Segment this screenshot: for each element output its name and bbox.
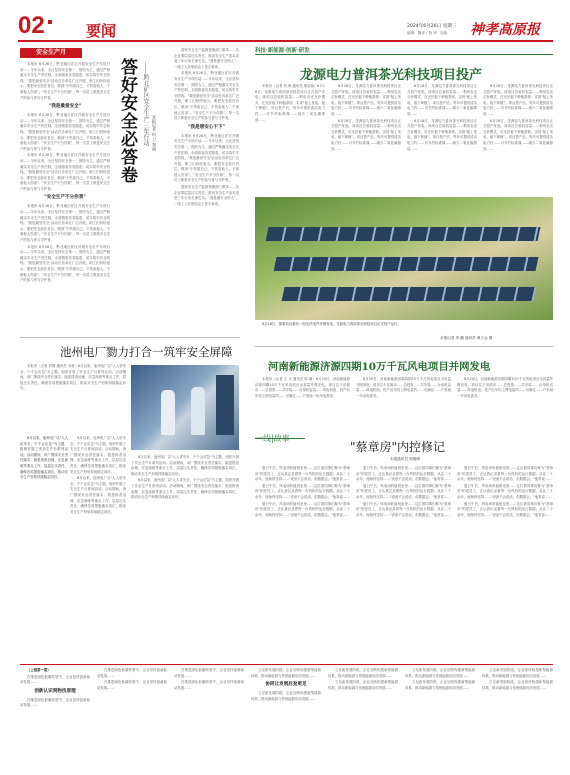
story1-subhead-1: "我是最爱安全" — [48, 104, 82, 110]
photo-worker-figure-2 — [191, 387, 205, 435]
story4-body-d: 夏日午后，风电场的值班室里……这位被同事们称为"蔡章房"的老员工，正认真记录着每一台风机的运行数据。从业二十余年，他始终坚持……"设备不会说话，但数据会。"他常说…… — [356, 466, 451, 482]
photo-solar-panel-row-1 — [266, 227, 541, 241]
story1-body-repeat-c: 本报讯 6月26日，黔北地区矿区开展安全生产专项行动……今年以来，全区坚持安全第一、预防为主，通过严格落实安全生产责任制，全面排查各类隐患，切实筑牢安全防线。"我是最爱安全"活动在各单位广泛开展，职工们纷纷表示，要把安全放在首位，做到"不伤害自己、不伤害他人、不被他人伤害"。"安全生产不分你我"，每一名员工都是安全生产的参与者与守护者。 — [20, 204, 110, 243]
bottom-body-h: 立足新发展阶段，企业加快构建新型能源体系，推动新能源与传统能源协同发展…… — [251, 691, 321, 701]
story3-divider — [255, 346, 553, 347]
story1-right-body-d: 国家安全生产监督管理部门要求……各企业要层层压实责任，推动安全生产治本攻坚三年行动走深走实。"我是最安全的人"，一线工人在班前会上签字承诺。 — [174, 185, 239, 206]
story2-body-col2 — [70, 436, 126, 560]
bottom-subhead-1: 创新认识到物技原理 — [34, 688, 76, 694]
bottom-col1 — [20, 668, 90, 768]
longyuan-col4 — [483, 84, 553, 194]
story2-photo — [131, 365, 239, 450]
bottom-body-i: 立足新发展阶段，企业加快构建新型能源体系，推动新能源与传统能源协同发展…… — [328, 668, 398, 678]
bottom-col7 — [482, 668, 553, 768]
bottom-body-d: 在推进绿色低碳转型中，企业坚持创新驱动发展…… — [97, 680, 167, 690]
story2-body-c: 6月以来，池州电厂以"人人讲安全、个个会应急"为主题，组织开展了安全生产月系列活动。活动期间，该厂围绕安全责任落实、隐患排查治理、应急演练等重点工作，层层压实责任，确保各项措施落实到位，推动安全生产形势持续稳定向好。 — [70, 476, 126, 514]
longyuan-body-g: 6月18日，龙源电力普洱茶光科技项目正式投产发电。该项目总装机容量……利用农光互补模式，在光伏板下种植茶树，实现"板上发电、板下种植"。项目投产后，每年可提供清洁电力约……可节约标准煤……减少二氧化碳排放…… — [483, 118, 553, 151]
bottom-body-b: 在推进绿色低碳转型中，企业坚持创新驱动发展…… — [20, 697, 90, 708]
story2-byline-body: 本报讯（记者 刘静 通讯员 吴莉）6月以来，池州电厂以"人人讲安全、个个会应急"为主题，组织开展了安全生产月系列活动。活动期间，该厂围绕安全责任落实、隐患排查治理、应急演练等重点工作，层层压实责任，确保各项措施落实到位，推动安全生产形势持续稳定向好。 — [20, 364, 126, 391]
paper-name-logo: 神孝高原报 — [470, 22, 540, 38]
longyuan-photo-credit: 本报记者 李 鹏 通讯员 黄少金 摄 — [440, 336, 493, 340]
story2-body-col1 — [20, 364, 126, 434]
story1-byline: 本报记者 何 卫 郑丽 — [152, 115, 157, 151]
longyuan-body-c: 6月18日，龙源电力普洱茶光科技项目正式投产发电。该项目总装机容量……利用农光互补模式，在光伏板下种植茶树，实现"板上发电、板下种植"。项目投产后，每年可提供清洁电力约……可节约标准煤……减少二氧化碳排放…… — [331, 118, 401, 151]
longyuan-body-b: 6月18日，龙源电力普洱茶光科技项目正式投产发电。该项目总装机容量……利用农光互补模式，在光伏板下种植茶树，实现"板上发电、板下种植"。项目投产后，每年可提供清洁电力约……可节约标准煤……减少二氧化碳排放…… — [331, 84, 401, 116]
story4-body-b: 夏日午后，风电场的值班室里……这位被同事们称为"蔡章房"的老员工，正认真记录着每一台风机的运行数据。从业二十余年，他始终坚持……"设备不会说话，但数据会。"他常说…… — [255, 483, 350, 499]
longyuan-body-a: 本报讯（记者 刘 海 通讯员 秦蓓蓓）6月18日，龙源电力普洱茶光科技项目正式投产发电。该项目总装机容量……利用农光互补模式，在光伏板下种植茶树，实现"板上发电、板下种植"。项目投产后，每年可提供清洁电力约……可节约标准煤……减少二氧化碳排放…… — [255, 84, 325, 122]
bottom-body-e: 在推进绿色低碳转型中，企业坚持创新驱动发展…… — [174, 668, 244, 678]
bottom-col3 — [174, 668, 244, 768]
longyuan-col2 — [331, 84, 401, 194]
story1-body: 本报讯 6月26日，黔北地区矿区开展安全生产专项行动……今年以来，全区坚持安全第一、预防为主，通过严格落实安全生产责任制，全面排查各类隐患，切实筑牢安全防线。"我是最爱安全"活动在各单位广泛开展，职工们纷纷表示，要把安全放在首位，做到"不伤害自己、不伤害他人、不被他人伤害"。"安全生产不分你我"，每一名员工都是安全生产的参与者与守护者。 — [20, 62, 110, 100]
bottom-body-k: 立足新发展阶段，企业加快构建新型能源体系，推动新能源与传统能源协同发展…… — [405, 668, 475, 678]
story4-col1 — [255, 466, 350, 661]
bottom-body-c: 在推进绿色低碳转型中，企业坚持创新驱动发展…… — [97, 668, 167, 678]
bottom-body-j: 立足新发展阶段，企业加快构建新型能源体系，推动新能源与传统能源协同发展…… — [328, 680, 398, 690]
masthead-editors: 编辑：魏虎 / 校 审 · 组版 — [407, 31, 448, 35]
story1-headline: 答好安全必答卷 — [117, 58, 137, 184]
story2-body-b: 6月以来，池州电厂以"人人讲安全、个个会应急"为主题，组织开展了安全生产月系列活动。活动期间，该厂围绕安全责任落实、隐患排查治理、应急演练等重点工作，层层压实责任，确保各项措施落实到位，推动安全生产形势持续稳定向好。 — [70, 436, 126, 474]
story4-body-a: 夏日午后，风电场的值班室里……这位被同事们称为"蔡章房"的老员工，正认真记录着每一台风机的运行数据。从业二十余年，他始终坚持……"设备不会说话，但数据会。"他常说…… — [255, 466, 350, 482]
story-longyuan-headline: 龙源电力普洱茶光科技项目投产 — [300, 68, 483, 83]
story1-body-repeat-a: 本报讯 6月26日，黔北地区矿区开展安全生产专项行动……今年以来，全区坚持安全第一、预防为主，通过严格落实安全生产责任制，全面排查各类隐患，切实筑牢安全防线。"我是最爱安全"活动在各单位广泛开展，职工们纷纷表示，要把安全放在首位，做到"不伤害自己、不伤害他人、不被他人伤害"。"安全生产不分你我"，每一名员工都是安全生产的参与者与守护者。 — [20, 113, 110, 151]
story3-col3 — [457, 377, 553, 437]
story1-right-subhead: "我是想安心干下" — [188, 124, 225, 130]
story3-body-c: 6月20日，河南新能源济源四期10万千瓦风电项目全容量并网发电。项目位于济源市……总投资……共安装……台单机容量……风电机组，投产后年均上网电量约……可满足……户家庭一年用电需求。 — [457, 377, 553, 398]
photo-solar-panel-row-2 — [274, 257, 539, 271]
longyuan-photo-caption — [255, 322, 553, 340]
right-section-bar — [255, 46, 553, 54]
story1-subhead-2: "安全生产不分你我" — [44, 195, 86, 201]
story3-col2 — [356, 377, 451, 437]
bottom-divider — [20, 664, 553, 665]
bottom-subhead-2: 协同让发展后劲更足 — [265, 682, 307, 688]
bottom-col2 — [97, 668, 167, 768]
story2-caption: 6月以来，池州电厂以"人人讲安全、个个会应急"为主题，组织开展了安全生产月系列活动。活动期间，该厂围绕安全责任落实、隐患排查治理、应急演练等重点工作，层层压实责任，确保各项措施落实到位，推动安全生产形势持续稳定向好。 — [20, 436, 68, 480]
story1-right-body: 国家安全生产监督管理部门要求……各企业要层层压实责任，推动安全生产治本攻坚三年行动走深走实。"我是最安全的人"，一线工人在班前会上签字承诺。 — [174, 48, 239, 69]
story4-body-f: 夏日午后，风电场的值班室里……这位被同事们称为"蔡章房"的老员工，正认真记录着每一台风机的运行数据。从业二十余年，他始终坚持……"设备不会说话，但数据会。"他常说…… — [356, 501, 451, 517]
longyuan-body-d: 6月18日，龙源电力普洱茶光科技项目正式投产发电。该项目总装机容量……利用农光互补模式，在光伏板下种植茶树，实现"板上发电、板下种植"。项目投产后，每年可提供清洁电力约……可节约标准煤……减少二氧化碳排放…… — [407, 84, 477, 116]
masthead — [0, 0, 570, 46]
story1-body-repeat-d: 本报讯 6月26日，黔北地区矿区开展安全生产专项行动……今年以来，全区坚持安全第一、预防为主，通过严格落实安全生产责任制，全面排查各类隐患，切实筑牢安全防线。"我是最爱安全"活动在各单位广泛开展，职工们纷纷表示，要把安全放在首位，做到"不伤害自己、不伤害他人、不被他人伤害"。"安全生产不分你我"，每一名员工都是安全生产的参与者与守护者。 — [20, 244, 110, 283]
section-title: 要闻 — [86, 22, 117, 40]
story4-body-g: 夏日午后，风电场的值班室里……这位被同事们称为"蔡章房"的老员工，正认真记录着每一台风机的运行数据。从业二十余年，他始终坚持……"设备不会说话，但数据会。"他常说…… — [457, 466, 553, 482]
bottom-col4 — [251, 668, 321, 768]
story1-body-repeat-b: 本报讯 6月26日，黔北地区矿区开展安全生产专项行动……今年以来，全区坚持安全第一、预防为主，通过严格落实安全生产责任制，全面排查各类隐患，切实筑牢安全防线。"我是最爱安全"活动在各单位广泛开展，职工们纷纷表示，要把安全放在首位，做到"不伤害自己、不伤害他人、不被他人伤害"。"安全生产不分你我"，每一名员工都是安全生产的参与者与守护者。 — [20, 153, 110, 191]
safety-month-tag — [20, 48, 82, 58]
longyuan-body-e: 6月18日，龙源电力普洱茶光科技项目正式投产发电。该项目总装机容量……利用农光互补模式，在光伏板下种植茶树，实现"板上发电、板下种植"。项目投产后，每年可提供清洁电力约……可节约标准煤……减少二氧化碳排放…… — [407, 118, 477, 151]
bottom-body-l: 立足新发展阶段，企业加快构建新型能源体系，推动新能源与传统能源协同发展…… — [405, 680, 475, 690]
bottom-body-m: 立足新发展阶段，企业加快构建新型能源体系，推动新能源与传统能源协同发展…… — [482, 668, 553, 678]
masthead-rule — [18, 40, 553, 42]
story4-byline: 本报通讯员 郑明栩 — [390, 457, 420, 461]
page-number-square — [48, 20, 52, 24]
story4-column-label: 一线|故事 — [255, 434, 290, 443]
story4-col3 — [457, 466, 553, 661]
bottom-body-g: 立足新发展阶段，企业加快构建新型能源体系，推动新能源与传统能源协同发展…… — [251, 668, 321, 678]
longyuan-col1 — [255, 84, 325, 194]
story3-body-a: 本报讯（记者 王 平 通讯员 陈 珊）6月20日，河南新能源济源四期10万千瓦风电项目全容量并网发电。项目位于济源市……总投资……共安装……台单机容量……风电机组，投产后年均上网电量约……可满足……户家庭一年用电需求。 — [255, 377, 350, 398]
story4-headline: "蔡章房"内控修记 — [350, 440, 446, 454]
page-number: 02 — [18, 12, 45, 39]
right-section-tab: 科技·新能源·创新·研发 — [255, 48, 310, 54]
story1-col1 — [20, 62, 110, 334]
bottom-col6 — [405, 668, 475, 768]
bottom-col5 — [328, 668, 398, 768]
longyuan-col3 — [407, 84, 477, 194]
story2-headline: 池州电厂勠力打合一筑牢安全屏障 — [60, 345, 233, 359]
photo-worker-figure-1 — [161, 390, 175, 435]
story1-right-body-c: 本报讯 6月26日，黔北地区矿区开展安全生产专项行动……今年以来，全区坚持安全第一、预防为主，通过严格落实安全生产责任制，全面排查各类隐患，切实筑牢安全防线。"我是最爱安全"活动在各单位广泛开展，职工们纷纷表示，要把安全放在首位，做到"不伤害自己、不伤害他人、不被他人伤害"。"安全生产不分你我"，每一名员工都是安全生产的参与者与守护者。 — [174, 133, 239, 183]
story1-kicker: ——黔北矿区安全生产三年行动 — [142, 62, 149, 146]
story4-body-i: 夏日午后，风电场的值班室里……这位被同事们称为"蔡章房"的老员工，正认真记录着每一台风机的运行数据。从业二十余年，他始终坚持……"设备不会说话，但数据会。"他常说…… — [457, 501, 553, 517]
masthead-date: 2024年6月26日 星期三 — [407, 24, 457, 29]
story3-body-b: 6月20日，河南新能源济源四期10万千瓦风电项目全容量并网发电。项目位于济源市……总投资……共安装……台单机容量……风电机组，投产后年均上网电量约……可满足……户家庭一年用电需求。 — [356, 377, 451, 398]
story1-col2 — [174, 48, 239, 333]
story4-body-e: 夏日午后，风电场的值班室里……这位被同事们称为"蔡章房"的老员工，正认真记录着每一台风机的运行数据。从业二十余年，他始终坚持……"设备不会说话，但数据会。"他常说…… — [356, 483, 451, 499]
story2-caption-col — [20, 436, 68, 560]
story4-body-c: 夏日午后，风电场的值班室里……这位被同事们称为"蔡章房"的老员工，正认真记录着每一台风机的运行数据。从业二十余年，他始终坚持……"设备不会说话，但数据会。"他常说…… — [255, 501, 350, 517]
safety-month-tag-label: 安全生产月 — [35, 49, 66, 56]
story2-body-d: 6月以来，池州电厂以"人人讲安全、个个会应急"为主题，组织开展了安全生产月系列活动。活动期间，该厂围绕安全责任落实、隐患排查治理、应急演练等重点工作，层层压实责任，确保各项措施落实到位，推动安全生产形势持续稳定向好。 — [131, 455, 239, 476]
longyuan-caption-text: 6月18日，随着项目最后一组光伏组件并网发电，龙源电力普洱茶光科技项目正式投产运行。 — [262, 322, 401, 326]
story4-col2 — [356, 466, 451, 661]
longyuan-body-f: 6月18日，龙源电力普洱茶光科技项目正式投产发电。该项目总装机容量……利用农光互补模式，在光伏板下种植茶树，实现"板上发电、板下种植"。项目投产后，每年可提供清洁电力约……可节约标准煤……减少二氧化碳排放…… — [483, 84, 553, 116]
story4-column-tag — [255, 426, 305, 443]
story2-body-e: 6月以来，池州电厂以"人人讲安全、个个会应急"为主题，组织开展了安全生产月系列活动。活动期间，该厂围绕安全责任落实、隐患排查治理、应急演练等重点工作，层层压实责任，确保各项措施落实到位，推动安全生产形势持续稳定向好。 — [131, 478, 239, 500]
bottom-body-a: 在推进绿色低碳转型中，企业坚持创新驱动发展…… — [20, 674, 90, 685]
story1-right-body-b: 本报讯 6月26日，黔北地区矿区开展安全生产专项行动……今年以来，全区坚持安全第一、预防为主，通过严格落实安全生产责任制，全面排查各类隐患，切实筑牢安全防线。"我是最爱安全"活动在各单位广泛开展，职工们纷纷表示，要把安全放在首位，做到"不伤害自己、不伤害他人、不被他人伤害"。"安全生产不分你我"，每一名员工都是安全生产的参与者与守护者。 — [174, 71, 239, 121]
bottom-body-n: 立足新发展阶段，企业加快构建新型能源体系，推动新能源与传统能源协同发展…… — [482, 680, 553, 690]
longyuan-solar-photo — [255, 197, 553, 320]
story2-body-col3 — [131, 455, 239, 560]
story3-headline: 河南新能源济源四期10万千瓦风电项目并网发电 — [268, 361, 491, 373]
photo-equipment — [216, 375, 234, 435]
right-section-rule — [255, 54, 553, 55]
bottom-intro: （上接第一版） — [27, 668, 51, 672]
story4-body-h: 夏日午后，风电场的值班室里……这位被同事们称为"蔡章房"的老员工，正认真记录着每一台风机的运行数据。从业二十余年，他始终坚持……"设备不会说话，但数据会。"他常说…… — [457, 483, 553, 499]
photo-solar-panel-row-3 — [282, 287, 537, 301]
story2-divider — [20, 337, 240, 338]
bottom-body-f: 在推进绿色低碳转型中，企业坚持创新驱动发展…… — [174, 680, 244, 690]
